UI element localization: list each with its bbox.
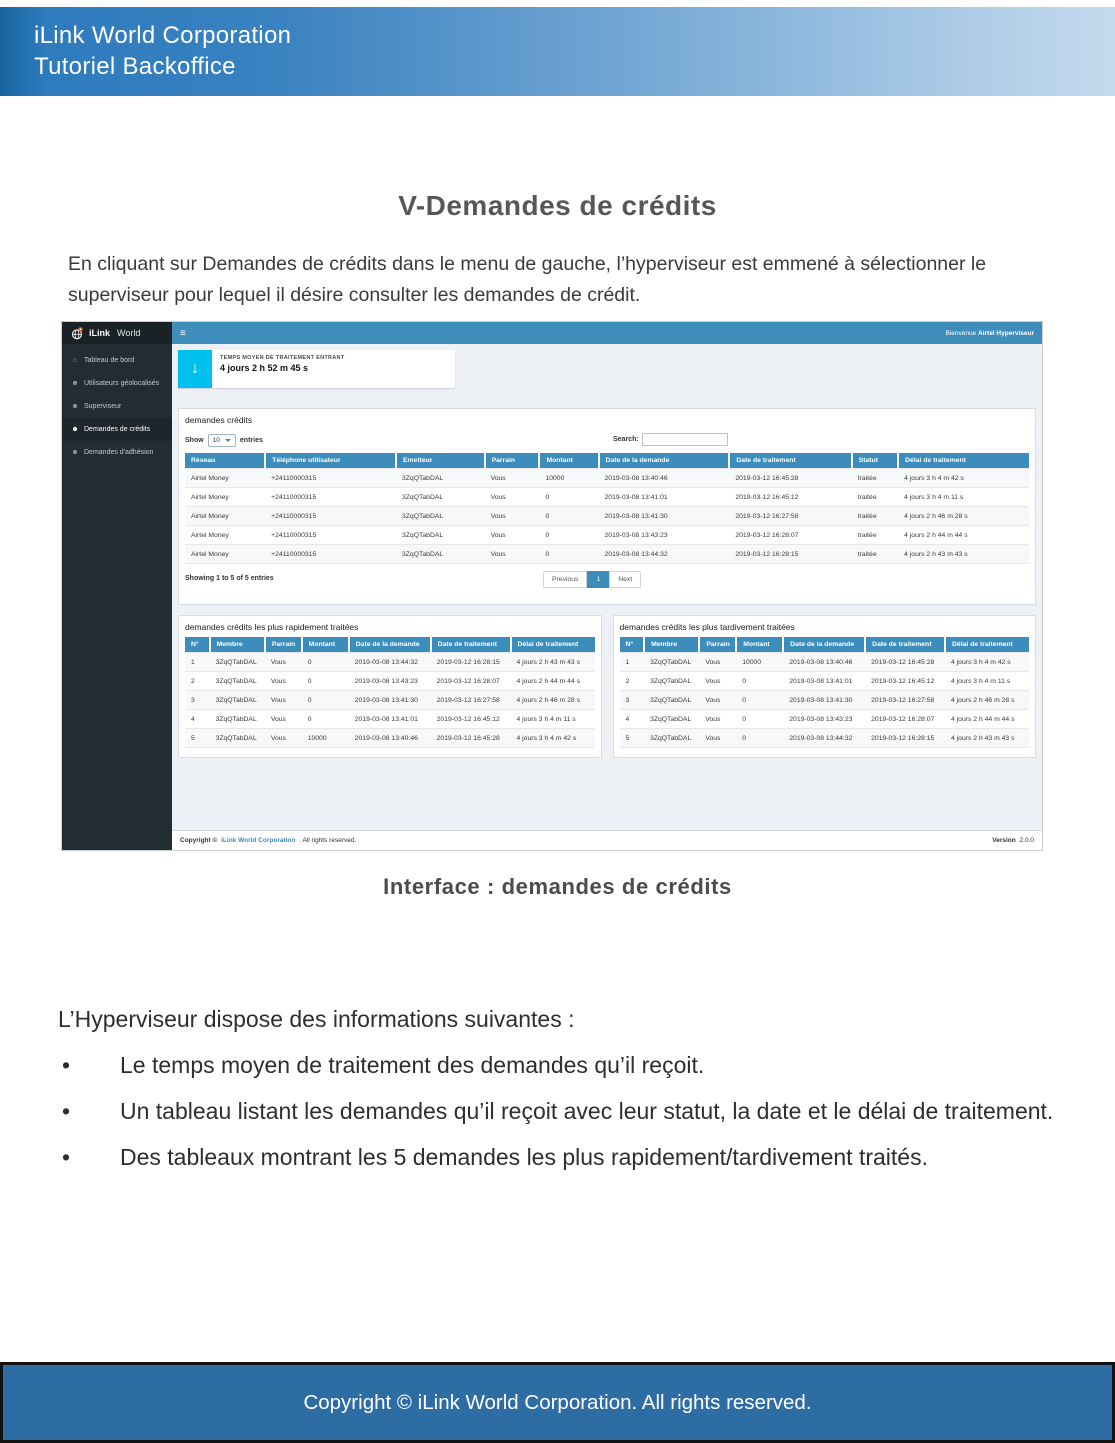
table-cell: 2019-03-08 13:43:23 <box>783 710 865 729</box>
table-cell: 2019-03-08 13:41:30 <box>783 691 865 710</box>
table-cell: 4 jours 2 h 43 m 43 s <box>898 545 1029 564</box>
column-header[interactable]: Montant <box>539 453 598 469</box>
bullet-icon: • <box>62 1052 71 1078</box>
document-subtitle: Tutoriel Backoffice <box>34 53 236 80</box>
table-cell: 2019-03-12 16:27:58 <box>865 691 945 710</box>
table-row <box>185 653 595 672</box>
table-cell: 2019-03-08 13:44:32 <box>349 653 431 672</box>
table-cell: 3 <box>185 691 210 710</box>
column-header[interactable]: Parrain <box>699 637 736 653</box>
copyright-prefix: Copyright © <box>180 837 218 844</box>
table-cell: 0 <box>539 545 598 564</box>
table-cell: 2019-03-08 13:43:23 <box>599 526 730 545</box>
home-icon: ⌂ <box>72 357 78 364</box>
table-cell: 4 jours 3 h 4 m 11 s <box>511 710 595 729</box>
table-cell: Vous <box>485 469 540 488</box>
footer-copyright: Copyright © iLink World Corporation. All rights reserved. <box>303 1390 812 1414</box>
table-cell: 2 <box>620 672 645 691</box>
table-row <box>185 672 595 691</box>
table-row <box>185 526 1029 545</box>
column-header[interactable]: Date de traitement <box>865 637 945 653</box>
table-cell: 0 <box>736 729 783 748</box>
column-header[interactable]: Délai de traitement <box>945 637 1029 653</box>
show-label: Show <box>185 437 204 444</box>
table-cell: traitée <box>852 507 898 526</box>
table-cell: 3ZqQTabDAL <box>396 545 485 564</box>
table-cell: Vous <box>699 729 736 748</box>
table-cell: Vous <box>265 672 302 691</box>
table-cell: Vous <box>699 672 736 691</box>
column-header[interactable]: Membre <box>644 637 699 653</box>
table-cell: 2019-03-12 16:28:15 <box>729 545 851 564</box>
column-header[interactable]: Délai de traitement <box>898 453 1029 469</box>
copyright-suffix: . All rights reserved. <box>299 837 357 844</box>
kpi-label: TEMPS MOYEN DE TRAITEMENT ENTRANT <box>220 355 345 361</box>
table-row <box>185 691 595 710</box>
menu-toggle-icon[interactable]: ≡ <box>180 327 186 339</box>
table-cell: Airtel Money <box>185 545 265 564</box>
globe-icon <box>71 327 84 340</box>
user-name: Airtel Hyperviseur <box>978 329 1034 337</box>
table-cell: Vous <box>265 729 302 748</box>
table-cell: 3ZqQTabDAL <box>644 653 699 672</box>
user-menu[interactable] <box>945 330 1034 337</box>
table-cell: Vous <box>699 653 736 672</box>
credit-requests-panel <box>178 408 1036 605</box>
page-size-select[interactable] <box>208 434 236 447</box>
table-cell: 4 jours 2 h 46 m 28 s <box>511 691 595 710</box>
table-cell: 2019-03-12 16:45:28 <box>729 469 851 488</box>
table-cell: 4 jours 2 h 44 m 44 s <box>511 672 595 691</box>
column-header[interactable]: Montant <box>302 637 349 653</box>
table-cell: Airtel Money <box>185 488 265 507</box>
table-row <box>620 653 1030 672</box>
info-section <box>58 1006 1068 1171</box>
table-cell: 2019-03-08 13:40:46 <box>349 729 431 748</box>
table-cell: 2019-03-12 16:45:12 <box>431 710 511 729</box>
fastest-processed-table <box>185 637 595 748</box>
table-cell: 2019-03-12 16:28:15 <box>431 653 511 672</box>
table-cell: Vous <box>265 653 302 672</box>
table-cell: 2019-03-08 13:43:23 <box>349 672 431 691</box>
table-cell: 3ZqQTabDAL <box>644 672 699 691</box>
table-cell: Airtel Money <box>185 507 265 526</box>
table-cell: Airtel Money <box>185 469 265 488</box>
table-cell: Vous <box>699 691 736 710</box>
table-cell: 0 <box>736 672 783 691</box>
table-cell: 2019-03-12 16:28:15 <box>865 729 945 748</box>
table-cell: 10000 <box>539 469 598 488</box>
app-top-bar <box>62 322 1042 344</box>
table-cell: 3ZqQTabDAL <box>210 710 265 729</box>
table-cell: 10000 <box>302 729 349 748</box>
arrow-down-icon: ↓ <box>178 350 212 388</box>
table-cell: 2019-03-12 16:45:12 <box>729 488 851 507</box>
table-cell: 4 <box>185 710 210 729</box>
table-cell: 3ZqQTabDAL <box>396 488 485 507</box>
column-header[interactable]: Date de la demande <box>349 637 431 653</box>
document-footer <box>0 1362 1115 1443</box>
table-cell: +24110000315 <box>265 526 396 545</box>
panel-title: demandes crédits les plus tardivement traitées <box>619 622 795 632</box>
page-size-value: 10 <box>212 437 220 444</box>
version-label: Version <box>992 837 1016 844</box>
pagination <box>543 571 641 588</box>
table-row <box>185 507 1029 526</box>
table-cell: 2019-03-12 16:45:28 <box>431 729 511 748</box>
sidebar-item-demandes-de-credits[interactable] <box>62 418 172 441</box>
next-page-button[interactable]: Next <box>609 571 641 588</box>
column-header[interactable]: Membre <box>210 637 265 653</box>
table-cell: 2019-03-12 16:45:28 <box>865 653 945 672</box>
table-cell: 0 <box>539 488 598 507</box>
table-cell: 0 <box>736 710 783 729</box>
table-cell: 10000 <box>736 653 783 672</box>
table-cell: 3ZqQTabDAL <box>644 729 699 748</box>
page-title: V-Demandes de crédits <box>398 189 717 221</box>
table-cell: 3ZqQTabDAL <box>644 691 699 710</box>
table-cell: 1 <box>620 653 645 672</box>
column-header[interactable]: Parrain <box>485 453 540 469</box>
fastest-processed-panel <box>178 615 602 758</box>
column-header[interactable]: Date de la demande <box>599 453 730 469</box>
table-summary: Showing 1 to 5 of 5 entries <box>185 575 274 582</box>
table-cell: Vous <box>485 526 540 545</box>
table-row <box>185 729 595 748</box>
table-cell: +24110000315 <box>265 488 396 507</box>
chevron-down-icon <box>225 439 231 442</box>
bullet-icon: • <box>62 1098 71 1124</box>
table-cell: 4 jours 2 h 43 m 43 s <box>945 729 1029 748</box>
sidebar-item-demandes-adhesion[interactable] <box>62 441 172 464</box>
table-row <box>620 672 1030 691</box>
column-header[interactable]: Parrain <box>265 637 302 653</box>
table-cell: +24110000315 <box>265 469 396 488</box>
table-cell: 3ZqQTabDAL <box>210 653 265 672</box>
table-cell: 2019-03-08 13:40:46 <box>783 653 865 672</box>
version-value: 2.0.0 <box>1019 837 1034 844</box>
table-row <box>185 488 1029 507</box>
table-cell: 2019-03-08 13:41:01 <box>599 488 730 507</box>
table-cell: 0 <box>736 691 783 710</box>
table-cell: 2019-03-08 13:41:30 <box>349 691 431 710</box>
table-cell: 3ZqQTabDAL <box>396 507 485 526</box>
table-cell: Vous <box>485 545 540 564</box>
table-cell: 4 jours 3 h 4 m 11 s <box>945 672 1029 691</box>
column-header[interactable]: N° <box>185 637 210 653</box>
table-cell: 5 <box>620 729 645 748</box>
table-cell: Vous <box>699 710 736 729</box>
welcome-label: Bienvenue <box>945 329 977 337</box>
table-cell: 2019-03-12 16:28:07 <box>431 672 511 691</box>
users-icon: ☻ <box>71 426 79 433</box>
column-header[interactable]: Montant <box>736 637 783 653</box>
app-navbar <box>172 322 1042 344</box>
brand-name-light: World <box>117 328 141 338</box>
table-cell: 0 <box>539 526 598 545</box>
sidebar-item-superviseur[interactable] <box>62 395 172 418</box>
column-header[interactable]: N° <box>620 637 645 653</box>
table-cell: 2019-03-08 13:44:32 <box>599 545 730 564</box>
table-cell: 0 <box>539 507 598 526</box>
table-cell: 2019-03-12 16:28:07 <box>865 710 945 729</box>
table-cell: 4 jours 2 h 46 m 28 s <box>898 507 1029 526</box>
table-cell: 3 <box>620 691 645 710</box>
column-header[interactable]: Téléphone utilisateur <box>265 453 396 469</box>
sidebar-item-utilisateurs-geolocalises[interactable] <box>62 372 172 395</box>
slowest-processed-panel <box>613 615 1037 758</box>
column-header[interactable]: Réseau <box>185 453 265 469</box>
search-label: Search: <box>613 436 639 443</box>
app-logo[interactable] <box>62 322 172 344</box>
table-cell: 2019-03-12 16:45:12 <box>865 672 945 691</box>
table-cell: 4 jours 3 h 4 m 42 s <box>945 653 1029 672</box>
table-cell: 4 <box>620 710 645 729</box>
table-cell: 2019-03-08 13:41:01 <box>783 672 865 691</box>
table-cell: Vous <box>265 710 302 729</box>
previous-page-button[interactable]: Previous <box>543 571 587 588</box>
column-header[interactable]: Statut <box>852 453 898 469</box>
kpi-value: 4 jours 2 h 52 m 45 s <box>220 363 309 373</box>
table-cell: Airtel Money <box>185 526 265 545</box>
table-cell: 0 <box>302 710 349 729</box>
bullet-icon: • <box>62 1144 71 1170</box>
table-cell: Vous <box>485 507 540 526</box>
sidebar-item-label: Demandes de crédits <box>84 426 151 433</box>
sidebar-item-label: Tableau de bord <box>84 357 135 364</box>
table-cell: 4 jours 2 h 43 m 43 s <box>511 653 595 672</box>
column-header[interactable]: Emetteur <box>396 453 485 469</box>
table-row <box>620 729 1030 748</box>
sidebar <box>62 344 172 850</box>
column-header[interactable]: Date de traitement <box>431 637 511 653</box>
panel-title: demandes crédits <box>185 415 253 425</box>
table-cell: 3ZqQTabDAL <box>396 469 485 488</box>
table-cell: 5 <box>185 729 210 748</box>
entries-label: entries <box>239 437 263 444</box>
bullet-text: Le temps moyen de traitement des demandes qu’il reçoit. <box>120 1052 705 1078</box>
sidebar-item-label: Demandes d'adhésion <box>84 449 154 456</box>
panel-title: demandes crédits les plus rapidement traitées <box>185 622 359 632</box>
table-cell: 3ZqQTabDAL <box>210 691 265 710</box>
page-1-button[interactable]: 1 <box>587 571 609 588</box>
table-cell: 2019-03-12 16:28:07 <box>729 526 851 545</box>
table-cell: 2019-03-12 16:27:58 <box>729 507 851 526</box>
table-cell: 3ZqQTabDAL <box>644 710 699 729</box>
credit-requests-table <box>185 453 1029 564</box>
table-cell: +24110000315 <box>265 507 396 526</box>
table-cell: 2019-03-12 16:27:58 <box>431 691 511 710</box>
brand-name-bold: iLink <box>89 328 111 338</box>
table-cell: 2 <box>185 672 210 691</box>
column-header[interactable]: Délai de traitement <box>511 637 595 653</box>
document-header <box>0 7 1115 96</box>
table-row <box>185 545 1029 564</box>
bullet-text: Un tableau listant les demandes qu’il reçoit avec leur statut, la date et le délai de traitement. <box>120 1098 1054 1124</box>
table-cell: 3ZqQTabDAL <box>210 729 265 748</box>
users-icon: ☻ <box>71 449 79 456</box>
users-icon: ☻ <box>71 403 79 410</box>
sidebar-item-tableau-de-bord[interactable] <box>62 349 172 372</box>
figure-caption: Interface : demandes de crédits <box>383 874 732 899</box>
table-cell: traitée <box>852 526 898 545</box>
table-cell: 4 jours 3 h 4 m 42 s <box>898 469 1029 488</box>
table-cell: +24110000315 <box>265 545 396 564</box>
table-cell: 4 jours 3 h 4 m 11 s <box>898 488 1029 507</box>
table-row <box>620 710 1030 729</box>
table-cell: 2019-03-08 13:41:30 <box>599 507 730 526</box>
table-cell: traitée <box>852 469 898 488</box>
company-name: iLink World Corporation <box>34 22 292 49</box>
table-cell: Vous <box>485 488 540 507</box>
table-cell: 4 jours 2 h 46 m 28 s <box>945 691 1029 710</box>
table-cell: 1 <box>185 653 210 672</box>
bullet-item <box>58 1098 1068 1125</box>
app-footer <box>172 830 1042 850</box>
table-cell: 0 <box>302 672 349 691</box>
table-cell: 2019-03-08 13:44:32 <box>783 729 865 748</box>
table-cell: 0 <box>302 691 349 710</box>
info-heading: L’Hyperviseur dispose des informations suivantes : <box>58 1006 575 1032</box>
kpi-average-processing-time <box>178 350 455 388</box>
intro-paragraph: En cliquant sur Demandes de crédits dans le menu de gauche, l’hyperviseur est emmené à sélectionner le superviseur pour lequel il désire consulter les demandes de crédit. <box>68 252 987 306</box>
table-cell: Vous <box>265 691 302 710</box>
sidebar-item-label: Superviseur <box>84 403 122 410</box>
table-cell: 4 jours 3 h 4 m 42 s <box>511 729 595 748</box>
bullet-text: Des tableaux montrant les 5 demandes les plus rapidement/tardivement traités. <box>120 1144 928 1170</box>
slowest-processed-table <box>620 637 1030 748</box>
table-cell: traitée <box>852 545 898 564</box>
table-row <box>620 691 1030 710</box>
table-cell: 3ZqQTabDAL <box>396 526 485 545</box>
table-cell: 3ZqQTabDAL <box>210 672 265 691</box>
column-header[interactable]: Date de la demande <box>783 637 865 653</box>
table-cell: traitée <box>852 488 898 507</box>
table-cell: 2019-03-08 13:41:01 <box>349 710 431 729</box>
search-input[interactable] <box>642 433 728 446</box>
table-cell: 4 jours 2 h 44 m 44 s <box>945 710 1029 729</box>
table-cell: 2019-03-08 13:40:46 <box>599 469 730 488</box>
table-row <box>185 710 595 729</box>
bullet-item <box>58 1052 1068 1079</box>
column-header[interactable]: Date de traitement <box>729 453 851 469</box>
bullet-item <box>58 1144 1068 1171</box>
table-cell: 0 <box>302 653 349 672</box>
backoffice-screenshot <box>62 322 1042 850</box>
table-row <box>185 469 1029 488</box>
sidebar-item-label: Utilisateurs géolocalisés <box>84 380 160 387</box>
company-link[interactable]: iLink World Corporation <box>221 837 296 844</box>
table-cell: 4 jours 2 h 44 m 44 s <box>898 526 1029 545</box>
users-icon: ☻ <box>71 380 79 387</box>
